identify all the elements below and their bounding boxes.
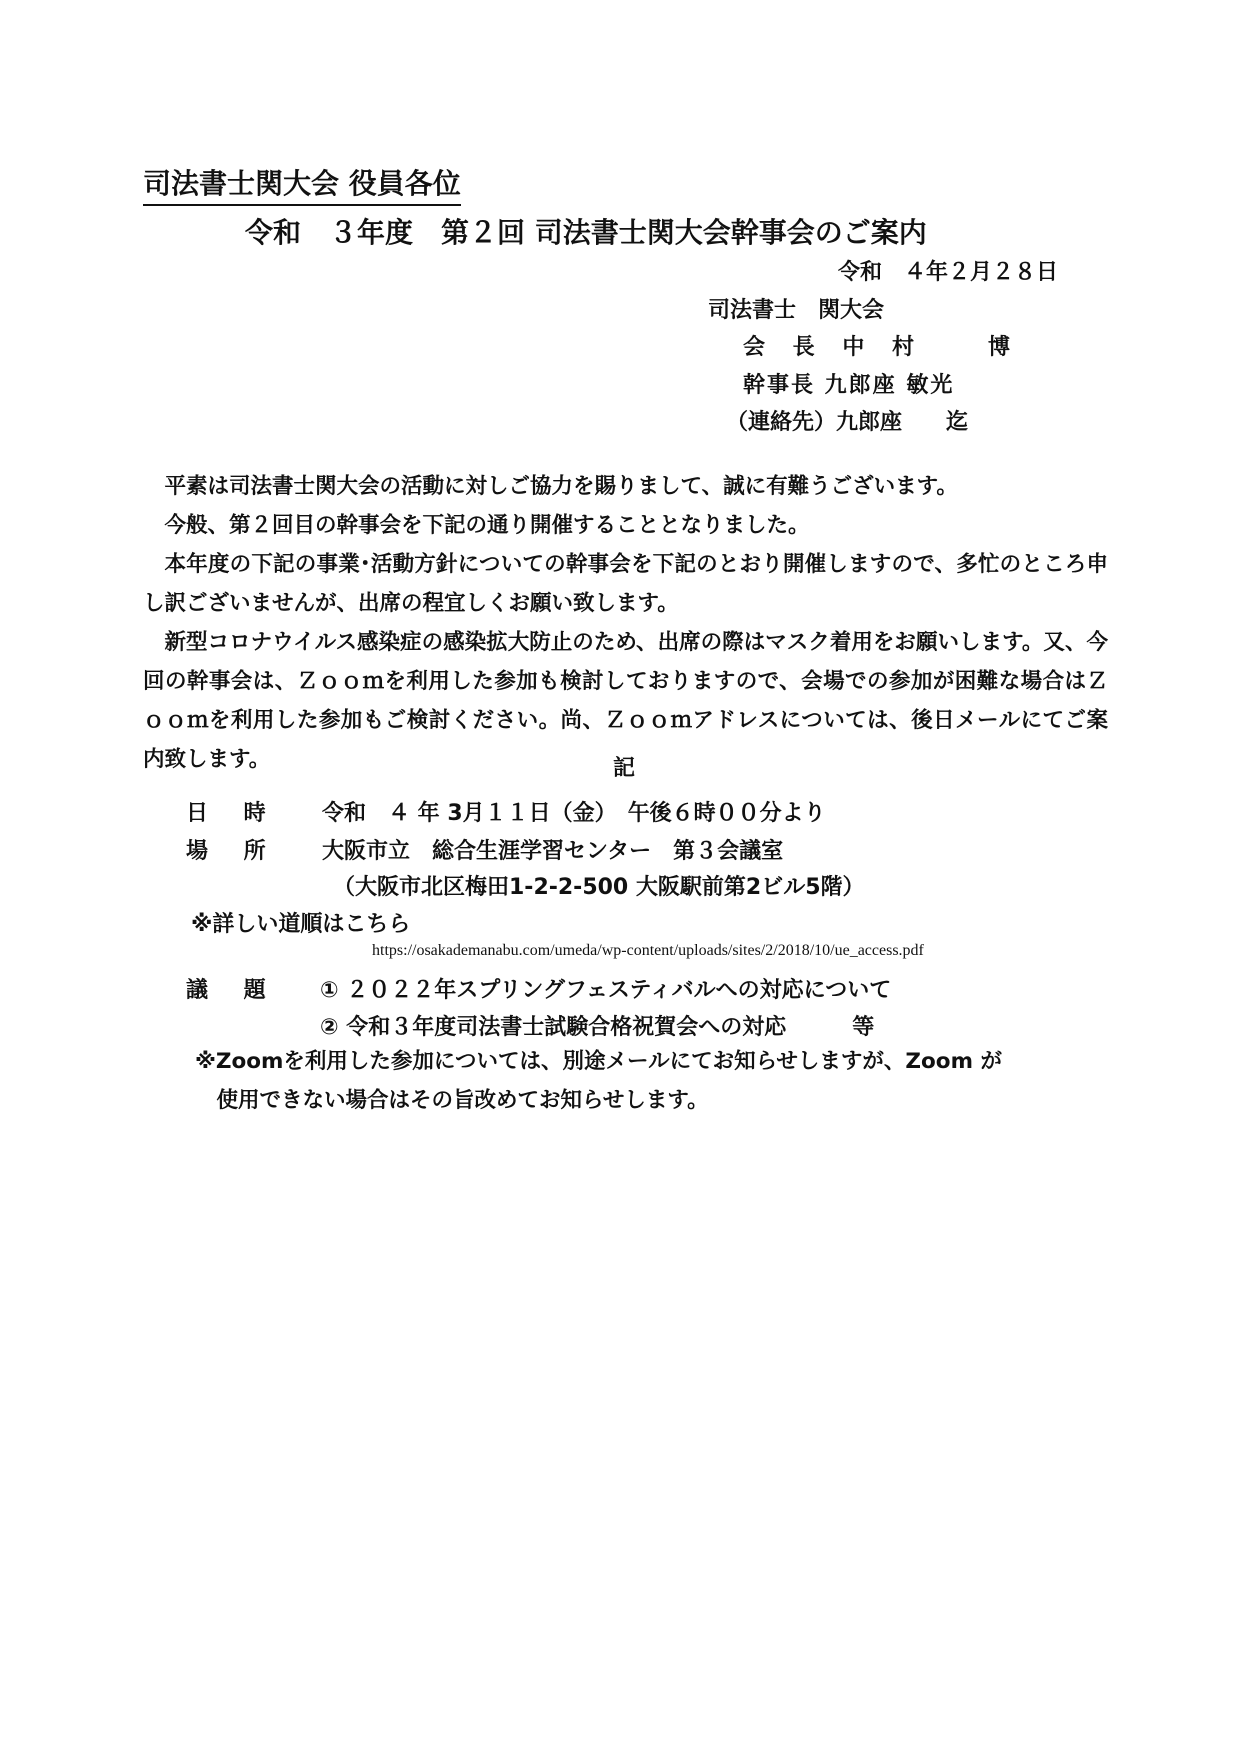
agenda-label: 議 題	[186, 978, 280, 1003]
details-heading: 記	[613, 756, 636, 781]
contact-person: （連絡先）九郎座 迄	[726, 410, 969, 435]
secretary-general-name: 幹事長 九郎座 敏光	[743, 373, 955, 398]
president-name: 会 長 中 村 博	[743, 335, 1020, 360]
agenda-item: ② 令和３年度司法書士試験合格祝賀会への対応 等	[320, 1015, 875, 1040]
zoom-note-line: 使用できない場合はその旨改めてお知らせします。	[195, 1088, 709, 1113]
agenda-item: ① ２０２２年スプリングフェスティバルへの対応について	[320, 978, 892, 1003]
datetime-label: 日 時	[186, 801, 280, 826]
place-address: （大阪市北区梅田1-2-2-500 大阪駅前第2ビル5階）	[333, 875, 865, 900]
zoom-note-line: ※Zoomを利用した参加については、別途メールにてお知らせしますが、Zoom が	[195, 1049, 1002, 1074]
body-paragraph: 新型コロナウイルス感染症の感染拡大防止のため、出席の際はマスク着用をお願いします。又、今回の幹事会は、Ｚｏｏｍを利用した参加も検討しておりますので、会場での参加が困難な場合はＺｏｏｍを利用した参加もご検討ください。尚、Ｚｏｏｍアドレスについては、後日メールにてご案内致します。	[143, 630, 1108, 772]
issue-date: 令和 ４年２月２８日	[838, 260, 1059, 285]
place-value: 大阪市立 総合生涯学習センター 第３会議室	[322, 839, 784, 864]
datetime-value: 令和 ４ 年 3月１１日（金） 午後６時００分より	[322, 801, 826, 826]
addressee-heading: 司法書士関大会 役員各位	[143, 170, 461, 206]
body-paragraph: 今般、第２回目の幹事会を下記の通り開催することとなりました。	[164, 513, 810, 538]
zoom-note	[195, 1042, 1002, 1120]
body-paragraph: 本年度の下記の事業･活動方針についての幹事会を下記のとおり開催しますので、多忙のところ申し訳ございませんが、出席の程宜しくお願い致します。	[143, 552, 1108, 616]
body-text	[143, 467, 1108, 779]
directions-link[interactable]: https://osakademanabu.com/umeda/wp-content/uploads/sites/2/2018/10/ue_access.pdf	[372, 942, 924, 959]
body-paragraph: 平素は司法書士関大会の活動に対しご協力を賜りまして、誠に有難うございます。	[164, 474, 958, 499]
place-label: 場 所	[186, 839, 280, 864]
organization-name: 司法書士 関大会	[708, 298, 885, 323]
document-title: 令和 ３年度 第２回 司法書士関大会幹事会のご案内	[245, 216, 927, 249]
directions-note: ※詳しい道順はこちら	[191, 912, 411, 937]
